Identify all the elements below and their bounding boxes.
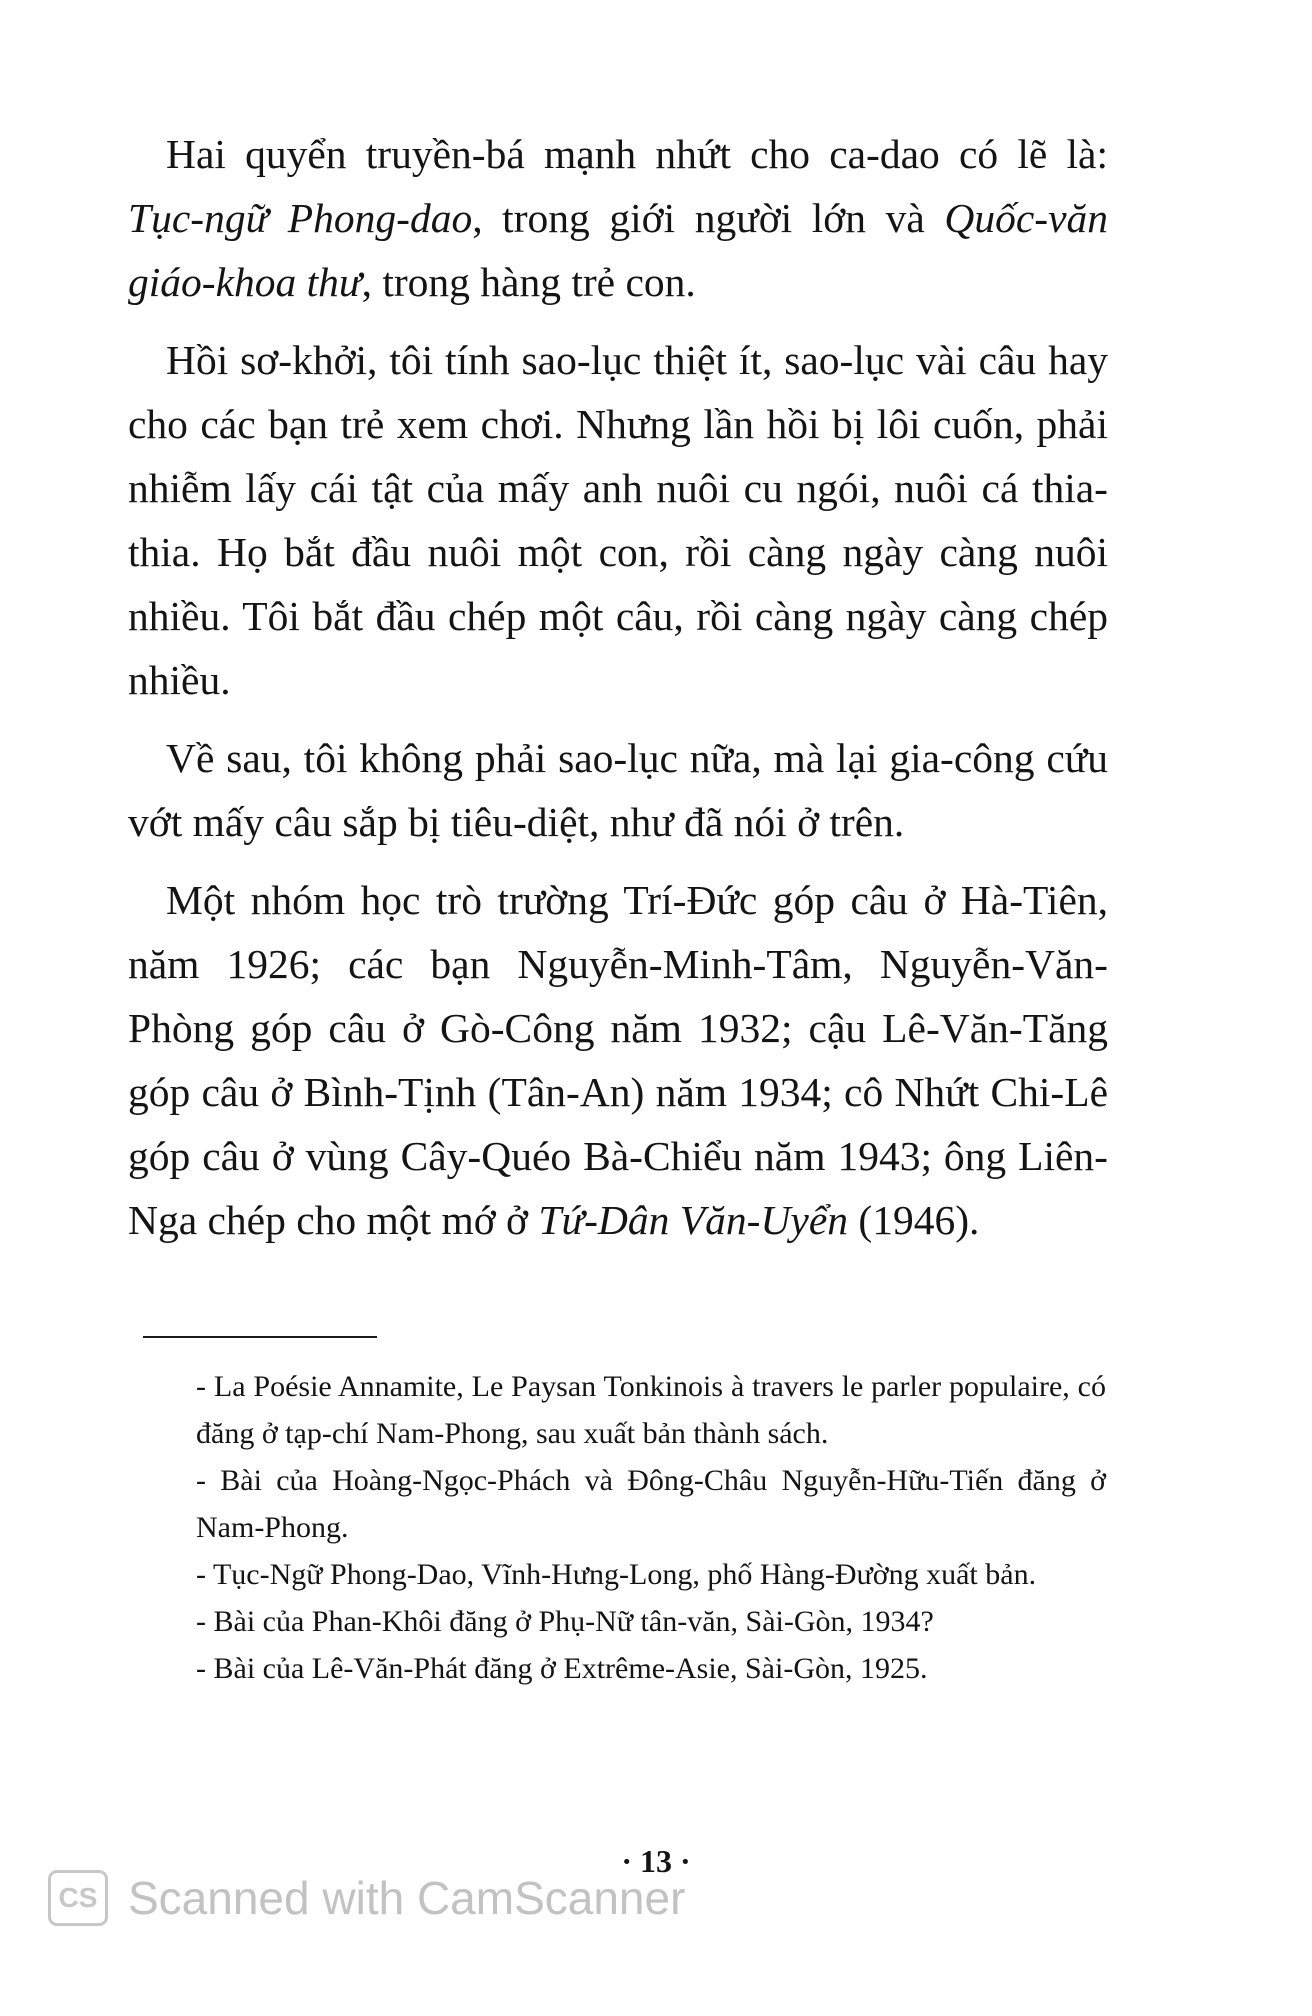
text-run: , trong giới người lớn và (472, 195, 945, 241)
camscanner-watermark: Scanned with CamScanner (128, 1872, 686, 1924)
book-title-tuc-ngu-phong-dao: Tục-ngữ Phong-dao (128, 195, 473, 241)
footnote-item: - Bài của Lê-Văn-Phát đăng ở Extrême-Asie, Sài-Gòn, 1925. (196, 1652, 928, 1685)
footnote-item: - Bài của Phan-Khôi đăng ở Phụ-Nữ tân-văn, Sài-Gòn, 1934? (196, 1605, 934, 1638)
text-run: Về sau, tôi không phải sao-lục nữa, mà lại gia-công cứu vớt mấy câu sắp bị tiêu-diệt, như đã nói ở trên. (128, 735, 1108, 845)
main-text (128, 122, 1108, 1266)
text-run: Một nhóm học trò trường Trí-Đức góp câu ở Hà-Tiên, năm 1926; các bạn Nguyễn-Minh-Tâm, Nguyễn-Văn-Phòng góp câu ở Gò-Công năm 1932; cậu Lê-Văn-Tăng góp câu ở Bình-Tịnh (Tân-An) năm 1934; cô Nhứt Chi-Lê góp câu ở vùng Cây-Quéo Bà-Chiểu năm 1943; ông Liên-Nga chép cho một mớ ở (128, 877, 1108, 1243)
book-title-tu-dan-van-uyen: Tứ-Dân Văn-Uyển (538, 1197, 848, 1243)
footnote-item: - Bài của Hoàng-Ngọc-Phách và Đông-Châu Nguyễn-Hữu-Tiến đăng ở Nam-Phong. (196, 1464, 1106, 1544)
text-run: Hai quyển truyền-bá mạnh nhứt cho ca-dao có lẽ là: (166, 131, 1108, 177)
camscanner-logo-icon: CS (48, 1870, 108, 1926)
text-run: (1946). (848, 1197, 980, 1243)
footnote-divider (143, 1336, 377, 1338)
paragraph-2 (128, 328, 1108, 712)
page-number: · 13 · (621, 1843, 691, 1879)
footnote-item: - La Poésie Annamite, Le Paysan Tonkinois à travers le parler populaire, có đăng ở tạp-chí Nam-Phong, sau xuất bản thành sách. (196, 1370, 1106, 1450)
text-run: , trong hàng trẻ con. (361, 259, 696, 305)
paragraph-3 (128, 726, 1108, 854)
text-run: Hồi sơ-khởi, tôi tính sao-lục thiệt ít, sao-lục vài câu hay cho các bạn trẻ xem chơi. Nhưng lần hồi bị lôi cuốn, phải nhiễm lấy cái tật của mấy anh nuôi cu ngói, nuôi cá thia-thia. Họ bắt đầu nuôi một con, rồi càng ngày càng nuôi nhiều. Tôi bắt đầu chép một câu, rồi càng ngày càng chép nhiều. (128, 337, 1108, 703)
book-title-quoc-van-giao-khoa-thu: Quốc-văn giáo-khoa thư (128, 195, 1108, 305)
paragraph-1 (128, 122, 1108, 314)
footnote-item: - Tục-Ngữ Phong-Dao, Vĩnh-Hưng-Long, phố Hàng-Đường xuất bản. (196, 1558, 1037, 1591)
paragraph-4 (128, 868, 1108, 1252)
footnotes (196, 1363, 1106, 1692)
